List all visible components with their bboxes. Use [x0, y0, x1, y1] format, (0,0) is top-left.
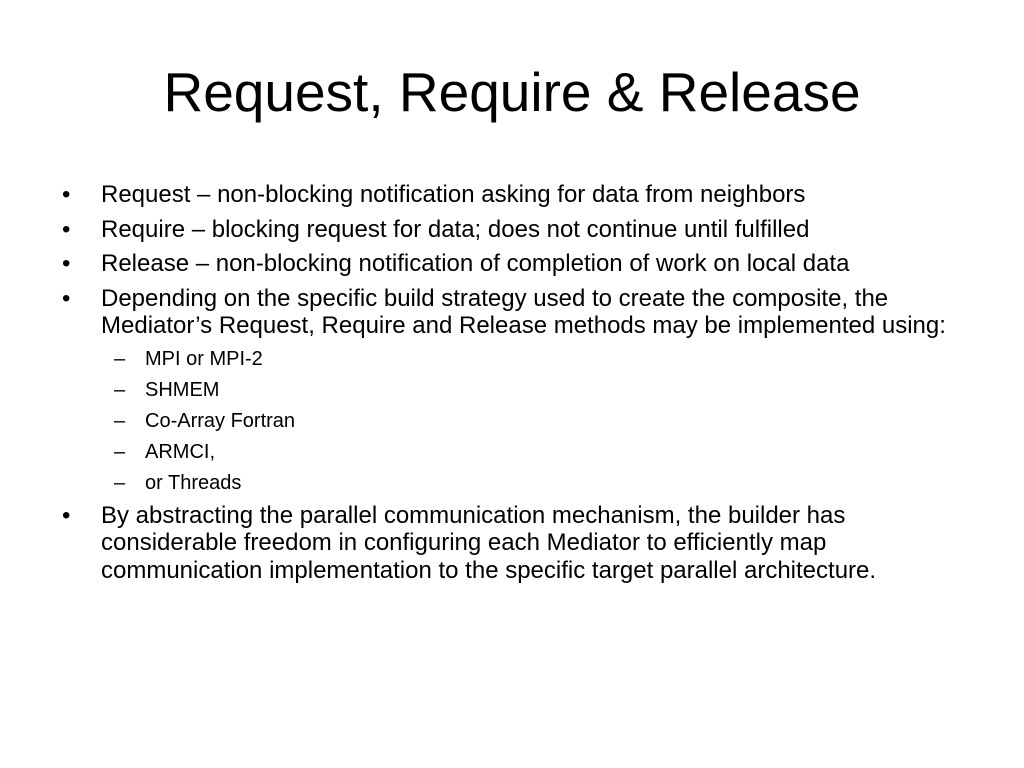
sub-bullet-text: Co-Array Fortran: [145, 409, 296, 432]
bullet-marker: •: [62, 181, 71, 208]
bullet-marker: •: [62, 501, 71, 529]
bullet-text: Require – blocking request for data; does not continue until fulfilled: [101, 215, 810, 243]
bullet-item: [62, 250, 972, 278]
bullet-text: By abstracting the parallel communication mechanism, the builder has considerable freedom in configuring each Mediator to efficiently map communication implementation to the specific target parallel architecture.: [101, 501, 877, 584]
sub-bullet-marker: –: [114, 471, 126, 494]
sub-bullet-item: [101, 409, 972, 433]
bullet-text: Depending on the specific build strategy used to create the composite, the Mediator’s Request, Require and Release methods may be implemented using:: [101, 284, 946, 339]
bullet-text: Request – non-blocking notification asking for data from neighbors: [101, 181, 806, 208]
sub-bullet-text: ARMCI,: [145, 440, 215, 463]
bullet-marker: •: [62, 215, 71, 243]
bullet-item: [62, 502, 972, 585]
bullet-item: [62, 285, 972, 340]
sub-bullet-text: MPI or MPI-2: [145, 347, 263, 370]
bullet-marker: •: [62, 284, 71, 312]
sub-bullet-item: [101, 378, 972, 402]
bullet-item: [62, 216, 972, 244]
sub-bullet-text: SHMEM: [145, 378, 220, 401]
bullet-marker: •: [62, 250, 71, 277]
bullet-text: Release – non-blocking notification of completion of work on local data: [101, 250, 850, 277]
sub-bullet-item: [101, 440, 972, 464]
sub-bullet-marker: –: [114, 409, 126, 432]
sub-bullet-marker: –: [114, 378, 126, 401]
bullet-item: [62, 181, 972, 209]
slide-content: [62, 181, 972, 591]
sub-bullet-text: or Threads: [145, 471, 242, 494]
sub-bullet-item: [101, 347, 972, 371]
sub-bullet-marker: –: [114, 440, 126, 463]
sub-bullet-item: [101, 471, 972, 495]
sub-bullet-marker: –: [114, 347, 126, 370]
slide-title: Request, Require & Release: [163, 61, 861, 123]
